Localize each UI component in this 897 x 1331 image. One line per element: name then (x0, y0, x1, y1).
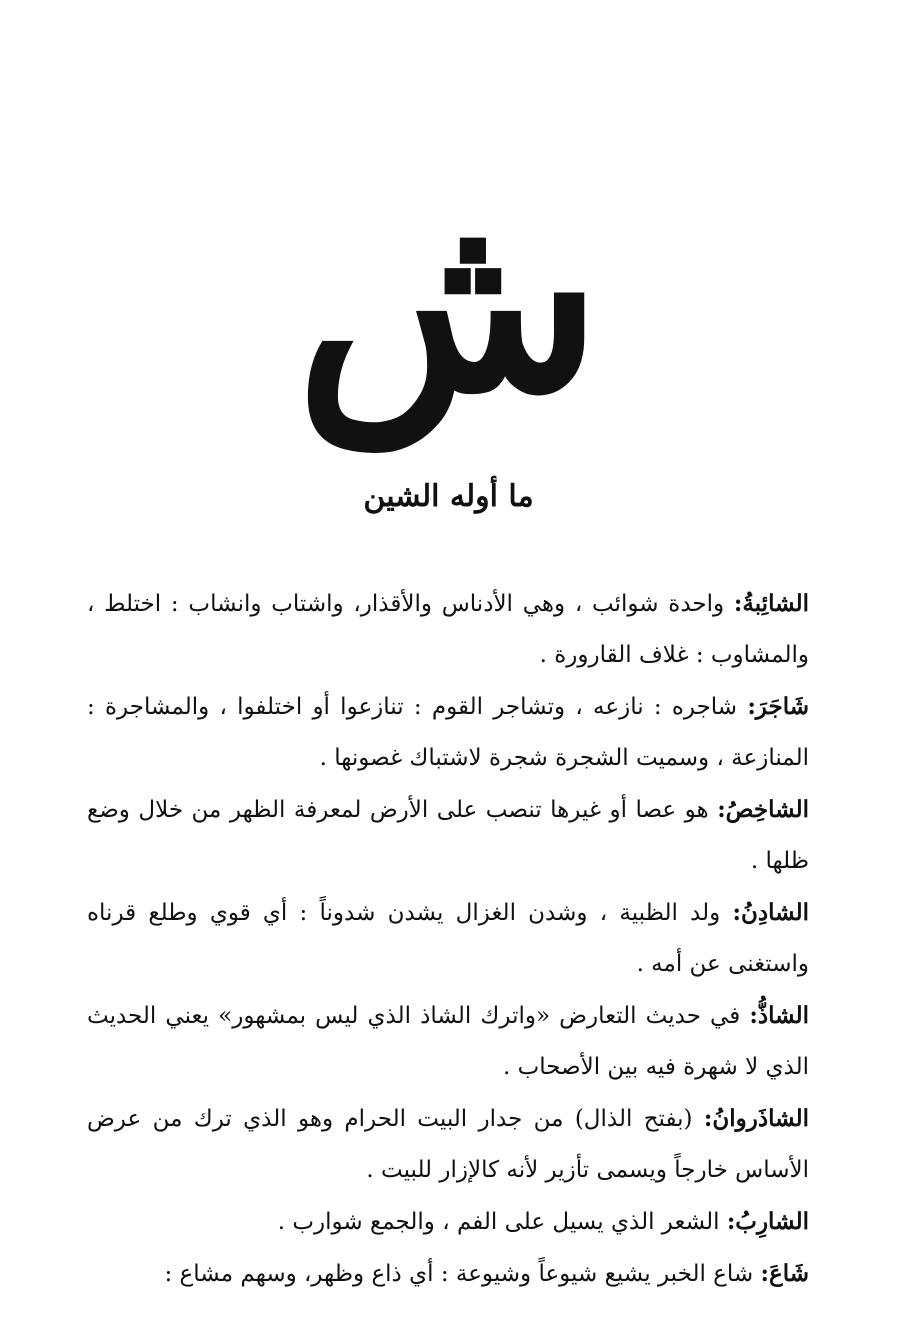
entry-term: الشائِبةُ: (733, 590, 809, 617)
entry-definition: (بفتح الذال) من جدار البيت الحرام وهو الذي ترك من عرض الأساس خارجاً ويسمى تأزير لأنه كالإزار للبيت . (87, 1106, 809, 1183)
section-title: ما أوله الشين (363, 479, 534, 514)
entry-term: الشاخِصُ: (717, 796, 809, 823)
entries-list (87, 578, 809, 1300)
entry-definition: هو عصا أو غيرها تنصب على الأرض لمعرفة الظهر من خلال وضع ظلها . (87, 797, 809, 874)
entry (87, 578, 809, 681)
entry-term: شَاجَرَ: (747, 693, 809, 720)
entry-definition: شاع الخبر يشيع شيوعاً وشيوعة : أي ذاع وظهر، وسهم مشاع : (164, 1261, 761, 1287)
entry-term: الشارِبُ: (726, 1208, 809, 1235)
entry (87, 1196, 809, 1248)
chapter-letter: ش (295, 153, 602, 447)
entry (87, 1248, 809, 1300)
entry (87, 1093, 809, 1196)
entry-definition: في حديث التعارض «واترك الشاذ الذي ليس بمشهور» يعني الحديث الذي لا شهرة فيه بين الأصحاب . (87, 1003, 809, 1080)
entry (87, 990, 809, 1093)
entry (87, 681, 809, 784)
entry-definition: واحدة شوائب ، وهي الأدناس والأقذار، واشتاب وانشاب : اختلط ، والمشاوب : غلاف القارورة . (87, 591, 809, 668)
entry-term: شَاعَ: (760, 1260, 809, 1287)
entry-definition: الشعر الذي يسيل على الفم ، والجمع شوارب . (277, 1209, 727, 1235)
entry (87, 887, 809, 990)
entry-term: الشادِنُ: (732, 899, 809, 926)
entry-term: الشاذُّ: (749, 1002, 809, 1029)
entry (87, 784, 809, 887)
entry-term: الشاذَروانُ: (703, 1105, 809, 1132)
entry-definition: شاجره : نازعه ، وتشاجر القوم : تنازعوا أو اختلفوا ، والمشاجرة : المنازعة ، وسميت الشجرة شجرة لاشتباك غصونها . (87, 694, 809, 771)
entry-definition: ولد الظبية ، وشدن الغزال يشدن شدوناً : أي قوي وطلع قرناه واستغنى عن أمه . (87, 900, 809, 977)
